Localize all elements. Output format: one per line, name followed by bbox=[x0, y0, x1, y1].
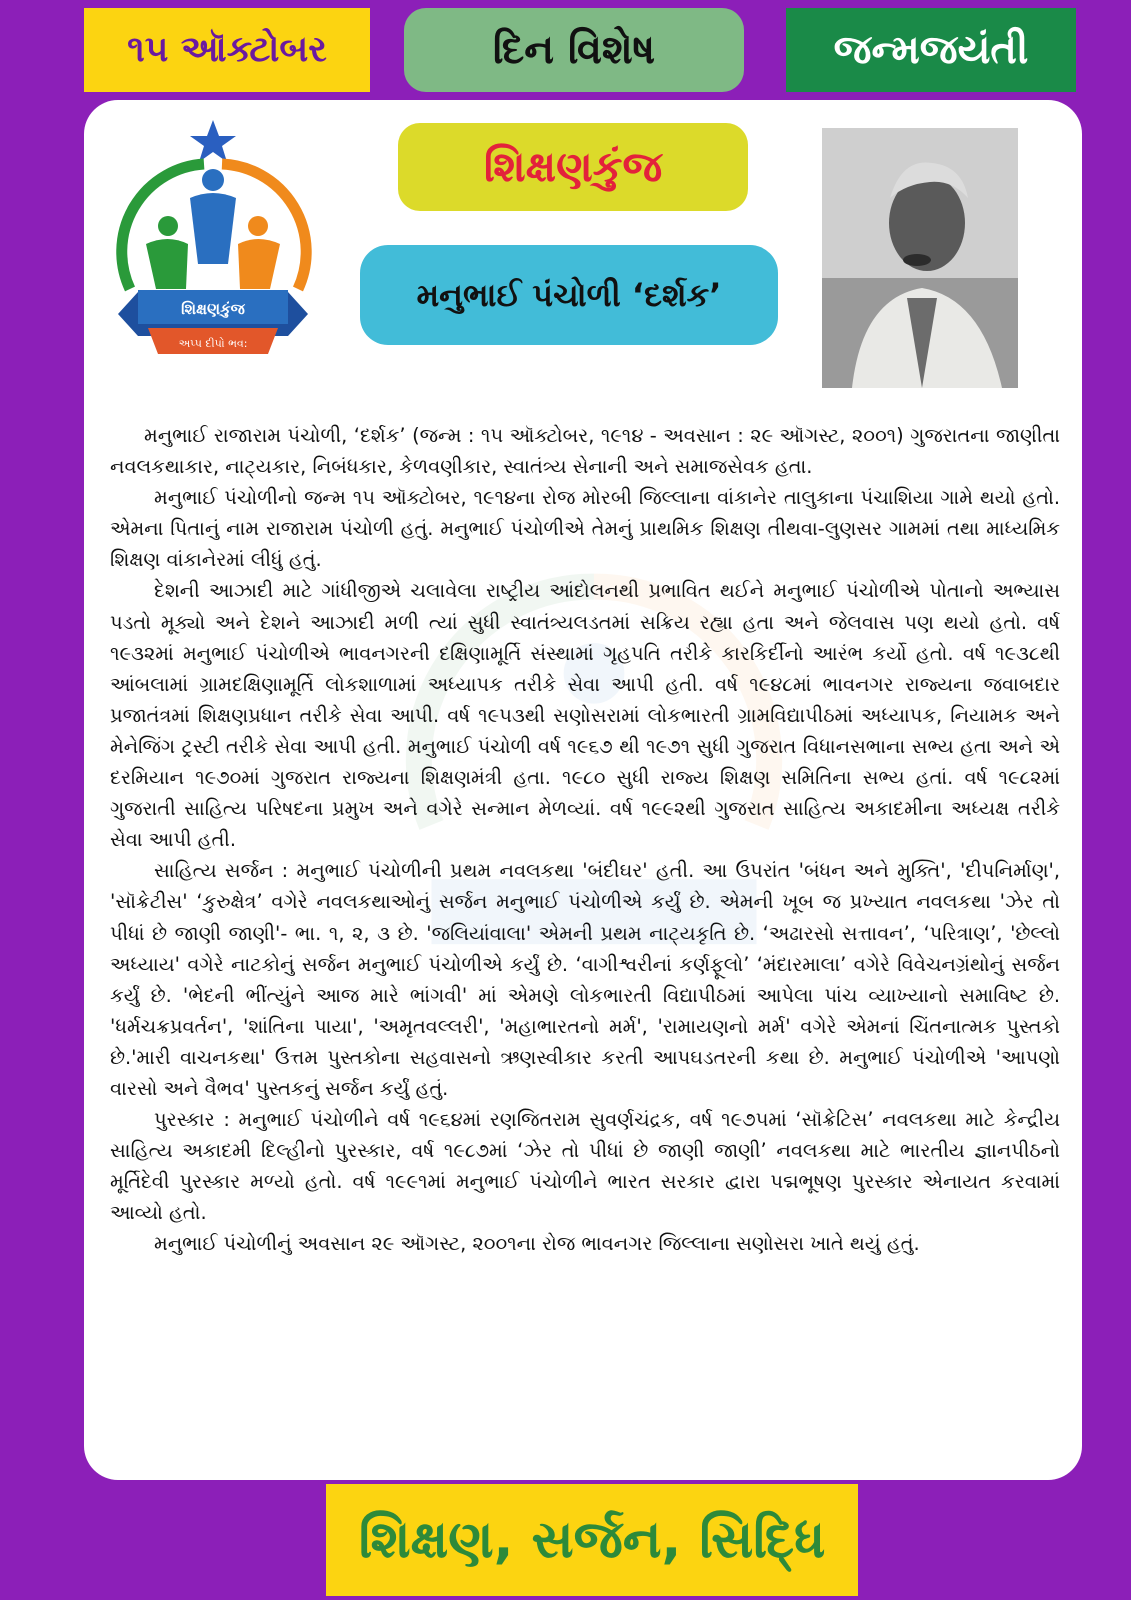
paragraph-career: દેશની આઝાદી માટે ગાંધીજીએ ચલાવેલા રાષ્ટ્રીય આંદોલનથી પ્રભાવિત થઈને મનુભાઈ પંચોળીએ પોતાનો અભ્યાસ પડતો મૂક્યો અને દેશને આઝાદી મળી ત્યાં સુધી સ્વાતંત્ર્યલડતમાં સક્રિય રહ્યા હતા અને જેલવાસ પણ થયો હતો. વર્ષ ૧૯૩૨માં મનુભાઈ પંચોળીએ ભાવનગરની દક્ષિણામૂર્તિ સંસ્થામાં ગૃહપતિ તરીકે કારકિર્દીનો આરંભ કર્યો હતો. વર્ષ ૧૯૩૮થી આંબલામાં ગ્રામદક્ષિણામૂર્તિ લોકશાળામાં અધ્યાપક તરીકે સેવા આપી હતી. વર્ષ ૧૯૪૮માં ભાવનગર રાજ્યના જવાબદાર પ્રજાતંત્રમાં શિક્ષણપ્રધાન તરીકે સેવા આપી. વર્ષ ૧૯૫૩થી સણોસરામાં લોકભારતી ગ્રામવિદ્યાપીઠમાં અધ્યાપક, નિયામક અને મેનેજિંગ ટ્રસ્ટી તરીકે સેવા આપી હતી. મનુભાઈ પંચોળી વર્ષ ૧૯૬૭ થી ૧૯૭૧ સુધી ગુજરાત વિધાનસભાના સભ્ય હતા અને એ દરમિયાન ૧૯૭૦માં ગુજરાત રાજ્યના શિક્ષણમંત્રી હતા. ૧૯૮૦ સુધી રાજ્ય શિક્ષણ સમિતિના સભ્ય હતાં. વર્ષ ૧૯૮૨માં ગુજરાતી સાહિત્ય પરિષદના પ્રમુખ અને વગેરે સન્માન મેળવ્યાં. વર્ષ ૧૯૯૨થી ગુજરાત સાહિત્ય અકાદમીના અધ્યક્ષ તરીકે સેવા આપી હતી. bbox=[110, 579, 1060, 852]
shikshankunj-logo bbox=[108, 114, 318, 374]
paragraph-birth: મનુભાઈ પંચોળીનો જન્મ ૧૫ ઑક્ટોબર, ૧૯૧૪ના રોજ મોરબી જિલ્લાના વાંકાનેર તાલુકાના પંચાશિયા ગામે થયો હતો. એમના પિતાનું નામ રાજારામ પંચોળી હતું. મનુભાઈ પંચોળીએ તેમનું પ્રાથમિક શિક્ષણ તીથવા-લુણસર ગામમાં તથા માધ્યમિક શિક્ષણ વાંકાનેરમાં લીધું હતું. bbox=[110, 486, 1060, 572]
date-tag: ૧૫ ઑક્ટોબર bbox=[84, 8, 370, 92]
biography-text bbox=[110, 420, 1060, 1260]
portrait-photo bbox=[822, 128, 1018, 388]
paragraph-intro: મનુભાઈ રાજારામ પંચોળી, ‘દર્શક’ (જન્મ : ૧૫ ઑક્ટોબર, ૧૯૧૪ - અવસાન : ૨૯ ઑગસ્ટ, ૨૦૦૧) ગુજરાતના જાણીતા નવલકથાકાર, નાટ્યકાર, નિબંધકાર, કેળવણીકાર, સ્વાતંત્ર્ય સેનાની અને સમાજસેવક હતા. bbox=[110, 424, 1060, 479]
paragraph-awards: પુરસ્કાર : મનુભાઈ પંચોળીને વર્ષ ૧૯૬૪માં રણજિતરામ સુવર્ણચંદ્રક, વર્ષ ૧૯૭૫માં ‘સૉક્રેટિસ’ નવલકથા માટે કેન્દ્રીય સાહિત્ય અકાદમી દિલ્હીનો પુરસ્કાર, વર્ષ ૧૯૮૭માં ‘ઝેર તો પીધાં છે જાણી જાણી’ નવલકથા માટે ભારતીય જ્ઞાનપીઠનો મૂર્તિદેવી પુરસ્કાર મળ્યો હતો. વર્ષ ૧૯૯૧માં મનુભાઈ પંચોળીને ભારત સરકાર દ્વારા પદ્મભૂષણ પુરસ્કાર એનાયત કરવામાં આવ્યો હતો. bbox=[110, 1108, 1060, 1225]
person-name-banner: મનુભાઈ પંચોળી ‘દર્શક’ bbox=[360, 245, 778, 345]
paragraph-death: મનુભાઈ પંચોળીનું અવસાન ૨૯ ઑગસ્ટ, ૨૦૦૧ના રોજ ભાવનગર જિલ્લાના સણોસરા ખાતે થયું હતું. bbox=[154, 1232, 920, 1256]
day-special-tag: દિન વિશેષ bbox=[404, 8, 744, 92]
footer-slogan: શિક્ષણ, સર્જન, સિદ્ધિ bbox=[326, 1484, 858, 1596]
content-card bbox=[84, 100, 1082, 1480]
svg-text:શિક્ષણકુંજ: શિક્ષણકુંજ bbox=[181, 300, 245, 318]
svg-text:અપ્પ દીપો ભવ:: અપ્પ દીપો ભવ: bbox=[178, 337, 248, 350]
site-title: શિક્ષણકુંજ bbox=[398, 123, 748, 211]
paragraph-literary-works: સાહિત્ય સર્જન : મનુભાઈ પંચોળીની પ્રથમ નવલકથા 'બંદીઘર' હતી. આ ઉપરાંત 'બંધન અને મુક્તિ', 'દીપનિર્માણ', 'સૉક્રેટીસ' ‘કુરુક્ષેત્ર’ વગેરે નવલકથાઓનું સર્જન મનુભાઈ પંચોળીએ કર્યું છે. એમની ખૂબ જ પ્રખ્યાત નવલકથા 'ઝેર તો પીધાં છે જાણી જાણી'- ભા. ૧, ૨, ૩ છે. 'જલિયાંવાલા' એમની પ્રથમ નાટ્યકૃતિ છે. ‘અઢારસો સત્તાવન’, ‘પરિત્રાણ’, 'છેલ્લો અધ્યાય' વગેરે નાટકોનું સર્જન મનુભાઈ પંચોળીએ કર્યું છે. ‘વાગીશ્વરીનાં કર્ણફૂલો’ ‘મંદારમાલા’ વગેરે વિવેચનગ્રંથોનું સર્જન કર્યું છે. 'ભેદની ભીંત્યુંને આજ મારે ભાંગવી' માં એમણે લોકભારતી વિદ્યાપીઠમાં આપેલા પાંચ વ્યાખ્યાનો સમાવિષ્ટ છે. 'ધર્મચક્રપ્રવર્તન', 'શાંતિના પાયા', 'અમૃતવલ્લરી', 'મહાભારતનો મર્મ', 'રામાયણનો મર્મ' વગેરે એમનાં ચિંતનાત્મક પુસ્તકો છે.'મારી વાચનકથા' ઉત્તમ પુસ્તકોના સહવાસનો ઋણસ્વીકાર કરતી આપઘડતરની કથા છે. મનુભાઈ પંચોળીએ 'આપણો વારસો અને વૈભવ' પુસ્તકનું સર્જન કર્યું હતું. bbox=[110, 859, 1060, 1100]
birth-anniversary-tag: જન્મજયંતી bbox=[786, 8, 1076, 92]
